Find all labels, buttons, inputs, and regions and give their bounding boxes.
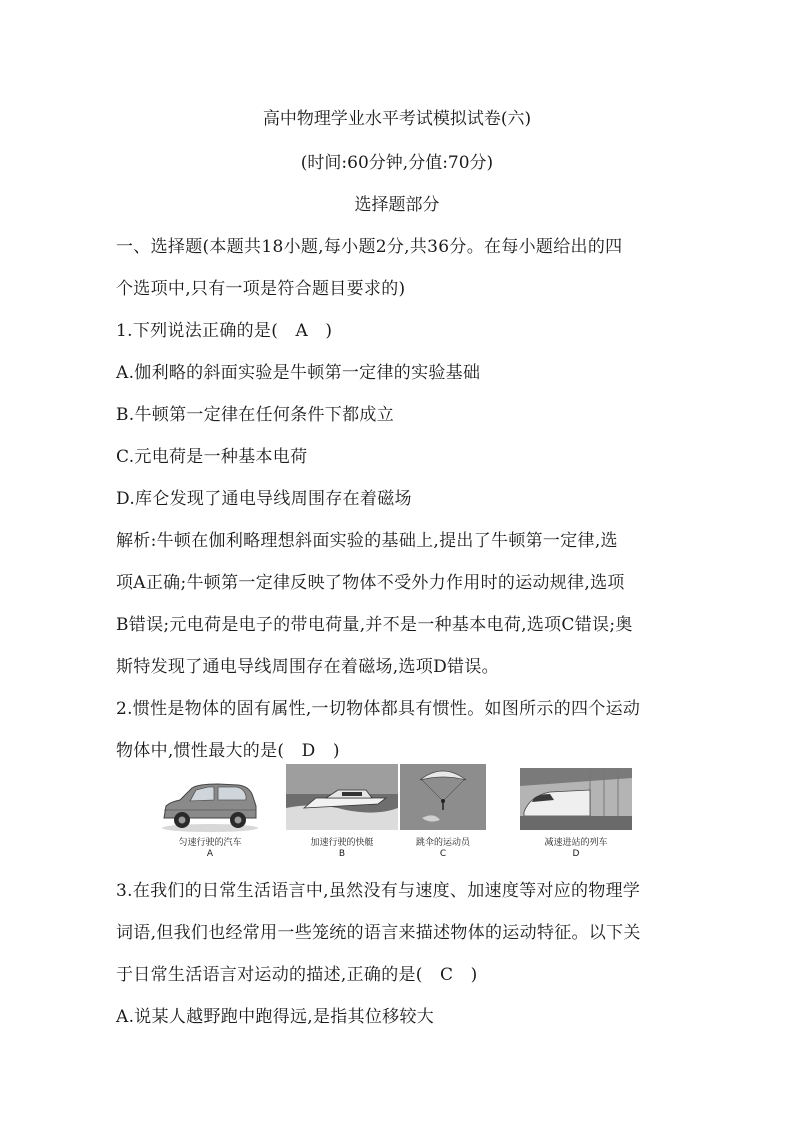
instructions-line-1: 一、选择题(本题共18小题,每小题2分,共36分。在每小题给出的四 [116, 237, 623, 257]
speedboat-image [286, 764, 398, 830]
question-1-option-d: D.库仑发现了通电导线周围存在着磁场 [116, 489, 412, 509]
question-1-option-c: C.元电荷是一种基本电荷 [116, 447, 308, 467]
figure-a-caption [158, 838, 262, 860]
train-image [520, 768, 632, 830]
page-subtitle: (时间:60分钟,分值:70分) [300, 153, 494, 173]
question-1-stem: 1.下列说法正确的是( A ) [116, 321, 333, 341]
figure-d-caption-text: 减速进站的列车 [544, 838, 608, 848]
question-1-option-b: B.牛顿第一定律在任何条件下都成立 [116, 405, 394, 425]
car-image [158, 778, 262, 834]
section-heading: 选择题部分 [354, 195, 440, 215]
question-1-analysis-line: B错误;元电荷是电子的带电荷量,并不是一种基本电荷,选项C错误;奥 [116, 615, 633, 635]
question-3-option-a: A.说某人越野跑中跑得远,是指其位移较大 [116, 1007, 435, 1027]
instructions-line-2: 个选项中,只有一项是符合题目要求的) [116, 279, 406, 299]
question-3-stem-line: 3.在我们的日常生活语言中,虽然没有与速度、加速度等对应的物理学 [116, 881, 641, 901]
figure-a-caption-text: 匀速行驶的汽车 [178, 838, 242, 848]
page-title: 高中物理学业水平考试模拟试卷(六) [262, 109, 532, 129]
parachutist-image [400, 764, 486, 830]
question-2-figure [158, 764, 636, 864]
figure-d-caption [520, 838, 632, 860]
question-2-stem-line: 2.惯性是物体的固有属性,一切物体都具有惯性。如图所示的四个运动 [116, 699, 641, 719]
figure-b-letter: B [338, 849, 346, 859]
question-2-stem-line: 物体中,惯性最大的是( D ) [116, 741, 340, 761]
question-3-stem-line: 于日常生活语言对运动的描述,正确的是( C ) [116, 965, 478, 985]
figure-c-caption-text: 跳伞的运动员 [415, 838, 470, 848]
figure-c-letter: C [439, 849, 447, 859]
figure-b-caption-text: 加速行驶的快艇 [310, 838, 374, 848]
question-1-analysis-line: 解析:牛顿在伽利略理想斜面实验的基础上,提出了牛顿第一定律,选 [116, 531, 618, 551]
question-3-stem-line: 词语,但我们也经常用一些笼统的语言来描述物体的运动特征。以下关 [116, 923, 641, 943]
question-1-analysis-line: 斯特发现了通电导线周围存在着磁场,选项D错误。 [116, 657, 499, 677]
figure-d-letter: D [572, 849, 580, 859]
figure-b-caption [286, 838, 398, 860]
figure-c-caption [400, 838, 486, 860]
question-1-option-a: A.伽利略的斜面实验是牛顿第一定律的实验基础 [116, 363, 481, 383]
question-1-analysis-line: 项A正确;牛顿第一定律反映了物体不受外力作用时的运动规律,选项 [116, 573, 625, 593]
figure-a-letter: A [206, 849, 214, 859]
